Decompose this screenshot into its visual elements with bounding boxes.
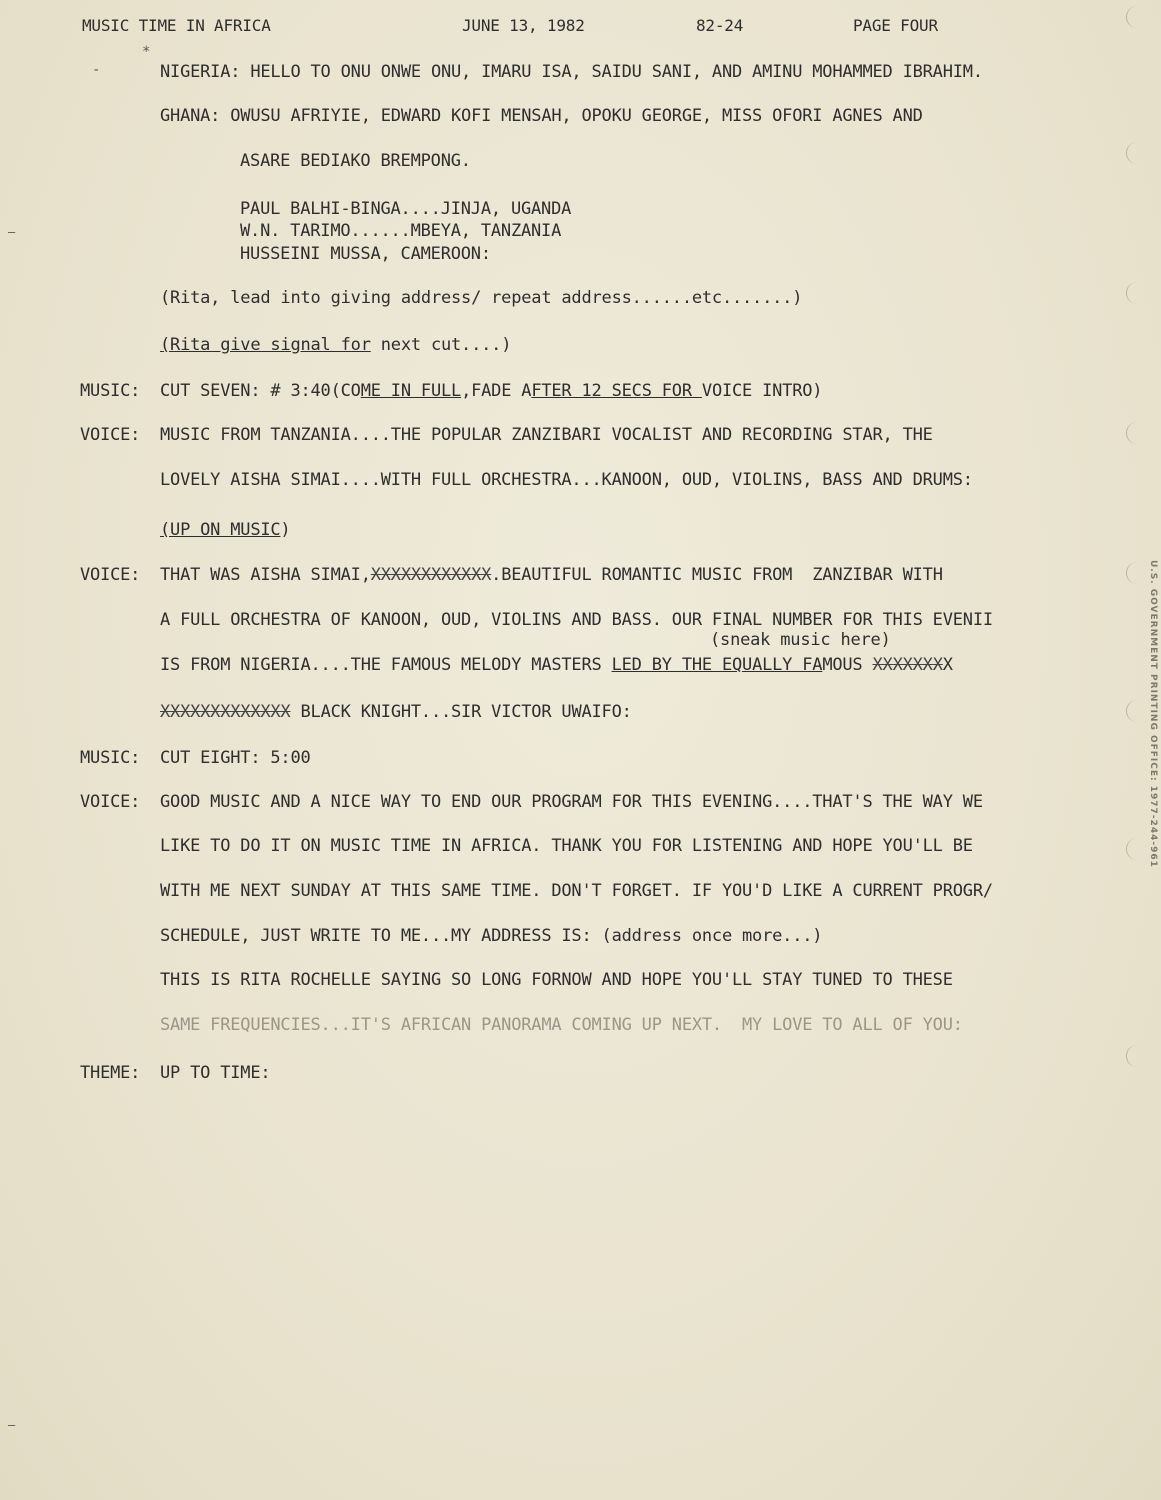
binder-hole-mark	[1126, 562, 1137, 584]
voice-2-line	[160, 702, 632, 722]
cue-text: CUT SEVEN: # 3:40(CO	[160, 381, 361, 401]
struck-out-text: XXXXXXXXXXXX	[370, 565, 492, 585]
greeting-nigeria: NIGERIA: HELLO TO ONU ONWE ONU, IMARU ISA, SAIDU SANI, AND AMINU MOHAMMED IBRAHIM.	[160, 62, 983, 82]
greeting-list-item: PAUL BALHI-BINGA....JINJA, UGANDA	[240, 199, 572, 219]
binder-hole-mark	[1126, 282, 1137, 304]
voice-1-underlined: (UP ON MUSIC	[160, 520, 281, 540]
greeting-list-item: W.N. TARIMO......MBEYA, TANZANIA	[240, 221, 562, 241]
cue-music-cut-seven	[160, 381, 822, 401]
voice-2-underlined: LED BY THE EQUALLY FA	[611, 655, 823, 675]
voice-2-line	[160, 655, 953, 675]
edge-mark: —	[8, 225, 16, 239]
binder-hole-mark	[1126, 700, 1137, 722]
voice-3-line: GOOD MUSIC AND A NICE WAY TO END OUR PROGRAM FOR THIS EVENING....THAT'S THE WAY WE	[160, 792, 983, 812]
cue-label-voice: VOICE:	[80, 565, 141, 585]
voice-1-line: LOVELY AISHA SIMAI....WITH FULL ORCHESTRA...KANOON, OUD, VIOLINS, BASS AND DRUMS:	[160, 470, 973, 490]
binder-hole-mark	[1126, 422, 1137, 444]
binder-hole-mark	[1126, 142, 1137, 164]
stage-note-signal-underlined: (Rita give signal for	[160, 335, 371, 355]
stage-note-signal	[160, 335, 511, 355]
header-page: PAGE FOUR	[853, 16, 938, 35]
struck-out-text: XXXXXXXXXXXXX	[160, 702, 291, 722]
cue-label-voice: VOICE:	[80, 792, 141, 812]
asterisk-mark: *	[142, 44, 151, 60]
header-program: MUSIC TIME IN AFRICA	[82, 16, 271, 35]
header-number: 82-24	[696, 16, 744, 35]
voice-2-text: MOUS	[822, 655, 873, 675]
stage-note-address: (Rita, lead into giving address/ repeat address......etc.......)	[160, 288, 803, 308]
voice-2-text: X	[942, 655, 953, 675]
voice-3-line: THIS IS RITA ROCHELLE SAYING SO LONG FORNOW AND HOPE YOU'LL STAY TUNED TO THESE	[160, 970, 953, 990]
header-date: JUNE 13, 1982	[462, 16, 585, 35]
printer-margin-text: U.S. GOVERNMENT PRINTING OFFICE: 1977-244-961	[1148, 560, 1158, 868]
binder-hole-mark	[1126, 1045, 1137, 1067]
voice-1-text: )	[280, 520, 291, 540]
handwritten-insert: (sneak music here)	[710, 630, 891, 650]
dash-mark: -	[92, 62, 101, 78]
voice-1-line	[160, 520, 290, 540]
voice-2-line	[160, 565, 943, 585]
cue-music-cut-eight: CUT EIGHT: 5:00	[160, 748, 311, 768]
edge-mark: —	[8, 1418, 16, 1432]
voice-2-text: IS FROM NIGERIA....THE FAMOUS MELODY MASTERS	[160, 655, 612, 675]
cue-text: VOICE INTRO)	[701, 381, 823, 401]
voice-3-line: WITH ME NEXT SUNDAY AT THIS SAME TIME. DON'T FORGET. IF YOU'D LIKE A CURRENT PROGR/	[160, 881, 993, 901]
cue-theme: UP TO TIME:	[160, 1063, 271, 1083]
voice-1-line: MUSIC FROM TANZANIA....THE POPULAR ZANZIBARI VOCALIST AND RECORDING STAR, THE	[160, 425, 933, 445]
voice-2-line: A FULL ORCHESTRA OF KANOON, OUD, VIOLINS AND BASS. OUR FINAL NUMBER FOR THIS EVENII	[160, 610, 993, 630]
voice-2-text: THAT WAS AISHA SIMAI,	[160, 565, 371, 585]
cue-label-theme: THEME:	[80, 1063, 141, 1083]
greeting-list-item: HUSSEINI MUSSA, CAMEROON:	[240, 244, 491, 264]
cue-label-music: MUSIC:	[80, 748, 141, 768]
voice-3-line: SCHEDULE, JUST WRITE TO ME...MY ADDRESS IS: (address once more...)	[160, 926, 823, 946]
cue-text-underlined: FTER 12 SECS FOR	[531, 381, 702, 401]
greeting-ghana-1: GHANA: OWUSU AFRIYIE, EDWARD KOFI MENSAH, OPOKU GEORGE, MISS OFORI AGNES AND	[160, 106, 923, 126]
voice-2-text: .BEAUTIFUL ROMANTIC MUSIC FROM ZANZIBAR WITH	[491, 565, 943, 585]
cue-label-voice: VOICE:	[80, 425, 141, 445]
voice-3-line: LIKE TO DO IT ON MUSIC TIME IN AFRICA. THANK YOU FOR LISTENING AND HOPE YOU'LL BE	[160, 836, 973, 856]
binder-hole-mark	[1126, 6, 1137, 28]
struck-out-text: XXXXXXX	[872, 655, 943, 675]
cue-label-music: MUSIC:	[80, 381, 141, 401]
greeting-ghana-2: ASARE BEDIAKO BREMPONG.	[240, 151, 471, 171]
stage-note-signal-rest: next cut....)	[370, 335, 512, 355]
cue-text: ,FADE A	[461, 381, 532, 401]
voice-3-line-faded: SAME FREQUENCIES...IT'S AFRICAN PANORAMA COMING UP NEXT. MY LOVE TO ALL OF YOU:	[160, 1015, 963, 1035]
cue-text-underlined: ME IN FULL	[360, 381, 462, 401]
binder-hole-mark	[1126, 838, 1137, 860]
voice-2-text: BLACK KNIGHT...SIR VICTOR UWAIFO:	[290, 702, 632, 722]
